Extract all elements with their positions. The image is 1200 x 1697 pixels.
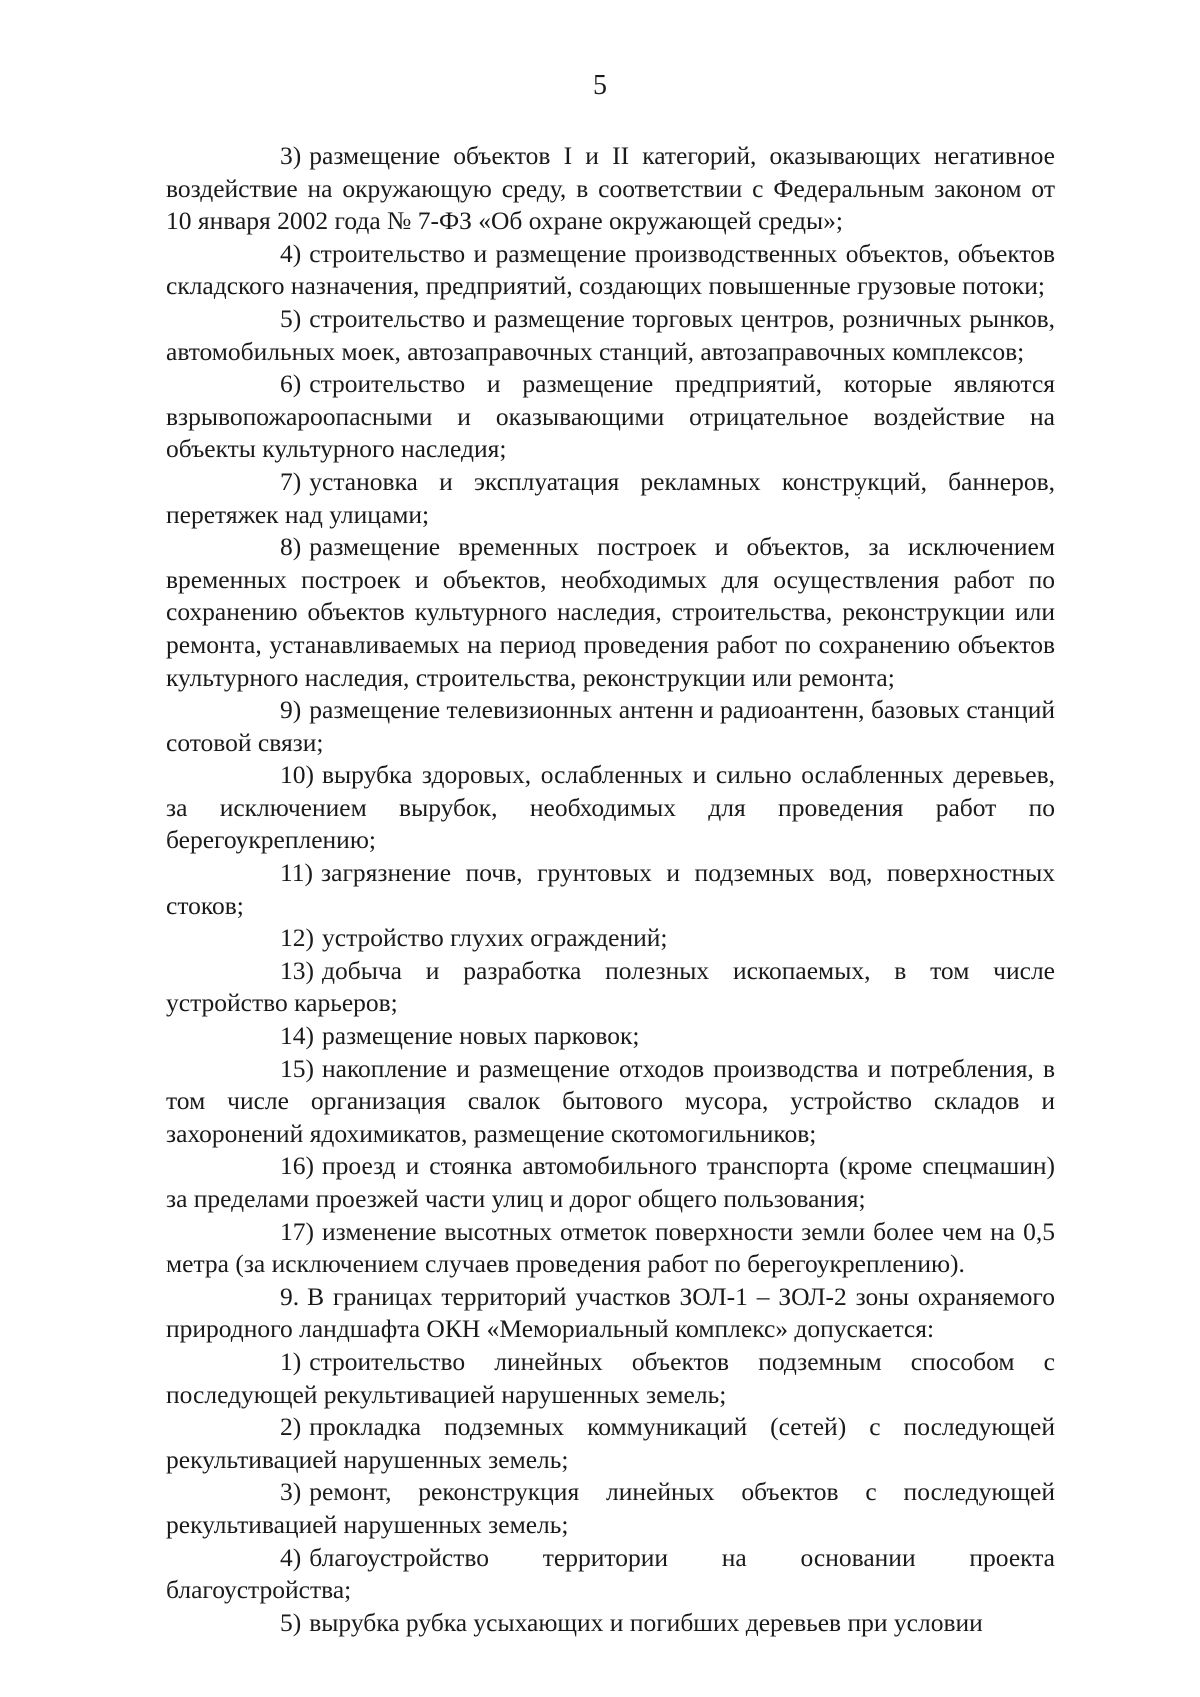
list-item [166, 759, 1055, 857]
section-clause [166, 1281, 1055, 1346]
list-item-marker: 1) [280, 1346, 302, 1376]
list-item [166, 1053, 1055, 1151]
list-item-marker: 17) [280, 1216, 314, 1246]
list-item-marker: 8) [280, 532, 302, 562]
list-item-marker: 15) [280, 1053, 314, 1083]
list-item-text: вырубка здоровых, ослабленных и сильно ослабленных деревьев, за исключением вырубок, необходимых для проведения работ по берегоукреплению; [166, 760, 1055, 855]
list-item-marker: 14) [280, 1021, 314, 1051]
list-item-text: вырубка рубка усыхающих и погибших деревьев при условии [309, 1607, 983, 1637]
list-item-marker: 7) [280, 466, 302, 496]
section-clause-text: В границах территорий участков ЗОЛ-1 – ЗОЛ-2 зоны охраняемого природного ландшафта ОКН «Мемориальный комплекс» допускается: [166, 1281, 1055, 1344]
list-item [166, 238, 1055, 303]
list-item-text: проезд и стоянка автомобильного транспорта (кроме спецмашин) за пределами проезжей части улиц и дорог общего пользования; [166, 1151, 1055, 1213]
list-item [166, 1020, 1055, 1053]
list-item [166, 922, 1055, 955]
list-item-text: изменение высотных отметок поверхности земли более чем на 0,5 метра (за исключением случаев проведения работ по берегоукреплению). [166, 1216, 1055, 1279]
list-item-text: размещение новых парковок; [322, 1021, 640, 1051]
list-item-text: строительство и размещение предприятий, которые являются взрывопожароопасными и оказывающими отрицательное воздействие на объекты культурного наследия; [166, 369, 1055, 464]
list-item-text: размещение объектов I и II категорий, оказывающих негативное воздействие на окружающую среду, в соответствии с Федеральным законом от 10 января 2002 года № 7-ФЗ «Об охране окружающей среды»; [166, 141, 1055, 236]
list-item-marker: 11) [280, 858, 314, 888]
list-item [166, 857, 1055, 922]
list-item [166, 140, 1055, 238]
list-item [166, 1150, 1055, 1215]
list-item [166, 531, 1055, 694]
list-item-text: добыча и разработка полезных ископаемых, в том числе устройство карьеров; [166, 955, 1055, 1018]
list-item [166, 303, 1055, 368]
list-item [166, 1411, 1055, 1476]
list-item-marker: 3) [280, 141, 302, 170]
list-item-marker: 16) [280, 1151, 314, 1181]
document-body [166, 140, 1055, 1639]
list-item-text: устройство глухих ограждений; [322, 923, 668, 953]
list-item-text: строительство линейных объектов подземным способом с последующей рекультивацией нарушенных земель; [166, 1346, 1055, 1409]
list-item [166, 1476, 1055, 1541]
list-item-marker: 10) [280, 760, 314, 790]
list-item-marker: 12) [280, 923, 314, 953]
list-item-marker: 3) [280, 1477, 302, 1507]
list-item [166, 368, 1055, 466]
list-item-text: установка и эксплуатация рекламных конструкций, баннеров, перетяжек над улицами; [166, 466, 1055, 529]
list-item [166, 1607, 1055, 1640]
list-item [166, 1346, 1055, 1411]
list-item-marker: 13) [280, 955, 314, 985]
list-item-marker: 2) [280, 1412, 302, 1442]
list-item-text: размещение временных построек и объектов, за исключением временных построек и объектов, необходимых для осуществления работ по сохранению объектов культурного наследия, строительства, реконструкции или ремонта, устанавливаемых на период проведения работ по сохранению объектов культурного наследия, строительства, реконструкции или ремонта; [166, 532, 1055, 692]
list-item-text: строительство и размещение торговых центров, розничных рынков, автомобильных моек, автозаправочных станций, автозаправочных комплексов; [166, 303, 1055, 366]
list-item-marker: 4) [280, 1542, 302, 1572]
section-number: 9. [280, 1281, 300, 1311]
list-item-text: ремонт, реконструкция линейных объектов с последующей рекультивацией нарушенных земель; [166, 1477, 1055, 1539]
scan-speck [858, 497, 860, 499]
list-item-text: накопление и размещение отходов производства и потребления, в том числе организация свалок бытового мусора, устройство складов и захоронений ядохимикатов, размещение скотомогильников; [166, 1053, 1055, 1148]
list-item-text: размещение телевизионных антенн и радиоантенн, базовых станций сотовой связи; [166, 695, 1055, 757]
list-item-marker: 4) [280, 238, 302, 268]
list-item-text: строительство и размещение производственных объектов, объектов складского назначения, предприятий, создающих повышенные грузовые потоки; [166, 238, 1055, 301]
list-item-marker: 6) [280, 369, 302, 399]
list-item [166, 955, 1055, 1020]
list-item [166, 1216, 1055, 1281]
list-item-marker: 5) [280, 1607, 302, 1637]
list-item-text: загрязнение почв, грунтовых и подземных вод, поверхностных стоков; [166, 858, 1055, 920]
list-item-marker: 9) [280, 695, 302, 725]
list-item-marker: 5) [280, 303, 302, 333]
list-item [166, 1542, 1055, 1607]
list-item [166, 694, 1055, 759]
page-number: 5 [593, 70, 607, 101]
list-item [166, 466, 1055, 531]
list-item-text: прокладка подземных коммуникаций (сетей) с последующей рекультивацией нарушенных земель; [166, 1412, 1055, 1474]
list-item-text: благоустройство территории на основании проекта благоустройства; [166, 1542, 1055, 1605]
